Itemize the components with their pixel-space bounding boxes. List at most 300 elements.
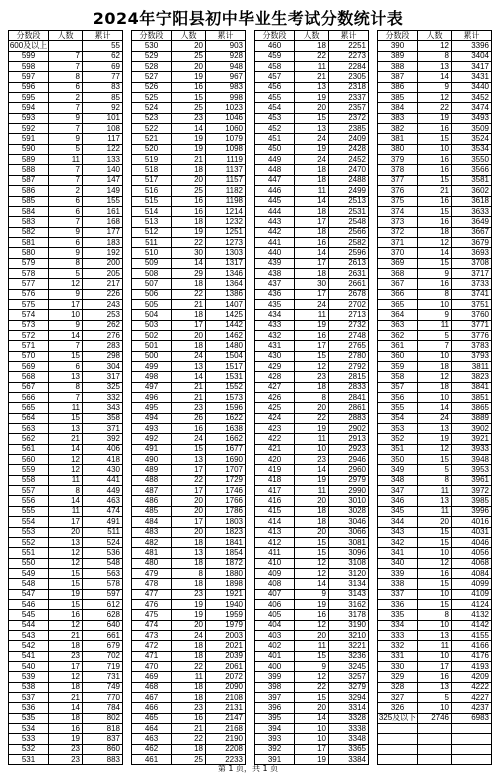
score-segment-cell: 481 — [132, 548, 172, 558]
cumulative-cell: 140 — [83, 165, 123, 175]
table-row — [255, 558, 369, 568]
count-cell: 8 — [49, 486, 83, 496]
table-header-row — [9, 31, 123, 41]
count-cell: 19 — [172, 227, 206, 237]
table-row — [9, 455, 123, 465]
cumulative-cell: 1517 — [206, 362, 246, 372]
cumulative-cell: 2409 — [329, 134, 369, 144]
score-segment-cell: 384 — [378, 103, 418, 113]
score-segment-cell: 582 — [9, 227, 49, 237]
score-segment-cell: 525 — [132, 93, 172, 103]
cumulative-cell: 4031 — [452, 527, 492, 537]
count-cell: 16 — [172, 713, 206, 723]
cumulative-cell: 62 — [83, 51, 123, 61]
table-row — [132, 744, 246, 754]
cumulative-cell: 928 — [206, 51, 246, 61]
score-segment-cell: 452 — [255, 124, 295, 134]
count-cell — [49, 41, 83, 51]
score-segment-cell: 325及以下 — [378, 713, 417, 723]
count-cell: 18 — [172, 744, 206, 754]
count-cell: 18 — [295, 206, 329, 216]
count-cell: 10 — [418, 299, 452, 309]
table-row — [378, 196, 492, 206]
count-cell: 18 — [49, 682, 83, 692]
table-row — [378, 382, 492, 392]
cumulative-cell: 536 — [83, 548, 123, 558]
score-segment-cell: 378 — [378, 165, 418, 175]
score-segment-cell: 387 — [378, 72, 418, 82]
table-row — [378, 672, 492, 682]
score-segment-cell: 418 — [255, 475, 295, 485]
table-row — [255, 620, 369, 630]
header-seg: 分数段 — [132, 31, 172, 41]
count-cell: 18 — [49, 713, 83, 723]
score-segment-cell: 434 — [255, 310, 295, 320]
score-segment-cell: 543 — [9, 630, 49, 640]
cumulative-cell: 563 — [83, 568, 123, 578]
score-segment-cell: 352 — [378, 434, 418, 444]
count-cell: 21 — [49, 630, 83, 640]
count-cell: 15 — [172, 444, 206, 454]
cumulative-cell: 1023 — [206, 103, 246, 113]
header-cum: 累计 — [452, 31, 492, 41]
cumulative-cell: 749 — [83, 682, 123, 692]
cumulative-cell: 3396 — [452, 41, 492, 51]
score-segment-cell: 530 — [132, 41, 172, 51]
score-segment-cell: 555 — [9, 506, 49, 516]
header-cum: 累计 — [329, 31, 369, 41]
count-cell: 13 — [172, 455, 206, 465]
score-segment-cell: 518 — [132, 165, 172, 175]
score-segment-cell: 465 — [132, 713, 172, 723]
table-row — [255, 651, 369, 661]
table-row — [9, 51, 123, 61]
table-row — [378, 289, 492, 299]
cumulative-cell: 4016 — [452, 517, 492, 527]
table-row — [378, 434, 492, 444]
table-row — [255, 258, 369, 268]
table-row — [255, 724, 369, 734]
count-cell: 14 — [49, 444, 83, 454]
score-segment-cell: 361 — [378, 341, 418, 351]
table-row — [9, 289, 123, 299]
score-segment-cell: 552 — [9, 537, 49, 547]
cumulative-cell: 2902 — [329, 424, 369, 434]
cumulative-cell: 2385 — [329, 124, 369, 134]
count-cell: 18 — [418, 382, 452, 392]
score-segment-cell: 399 — [255, 672, 295, 682]
count-cell: 24 — [418, 413, 452, 423]
table-row — [255, 579, 369, 589]
score-segment-cell: 467 — [132, 693, 172, 703]
score-segment-cell: 558 — [9, 475, 49, 485]
count-cell: 16 — [418, 217, 452, 227]
score-segment-cell: 375 — [378, 196, 418, 206]
header-seg: 分数段 — [9, 31, 49, 41]
count-cell: 15 — [418, 455, 452, 465]
score-segment-cell: 599 — [9, 51, 49, 61]
score-segment-cell: 590 — [9, 144, 49, 154]
count-cell: 14 — [295, 713, 329, 723]
table-row — [255, 289, 369, 299]
score-segment-cell: 576 — [9, 289, 49, 299]
table-row — [255, 475, 369, 485]
cumulative-cell: 3384 — [329, 755, 369, 765]
cumulative-cell: 226 — [83, 289, 123, 299]
table-row — [132, 455, 246, 465]
cumulative-cell: 1079 — [206, 134, 246, 144]
score-segment-cell: 477 — [132, 589, 172, 599]
cumulative-cell: 371 — [83, 424, 123, 434]
table-row — [378, 713, 492, 723]
count-cell: 16 — [295, 330, 329, 340]
score-segment-cell: 537 — [9, 693, 49, 703]
cumulative-cell: 3190 — [329, 620, 369, 630]
cumulative-cell — [452, 724, 492, 734]
count-cell: 24 — [172, 630, 206, 640]
cumulative-cell: 2190 — [206, 734, 246, 744]
score-segment-cell: 422 — [255, 434, 295, 444]
cumulative-cell: 883 — [83, 755, 123, 765]
cumulative-cell: 1273 — [206, 237, 246, 247]
table-row — [9, 103, 123, 113]
table-row — [132, 641, 246, 651]
score-segment-cell: 411 — [255, 548, 295, 558]
count-cell: 12 — [418, 444, 452, 454]
count-cell: 21 — [49, 693, 83, 703]
count-cell: 12 — [49, 558, 83, 568]
cumulative-cell: 3120 — [329, 568, 369, 578]
table-row — [9, 713, 123, 723]
table-row — [9, 475, 123, 485]
count-cell: 6 — [49, 196, 83, 206]
cumulative-cell: 2748 — [329, 330, 369, 340]
score-segment-cell: 431 — [255, 341, 295, 351]
score-segment-cell: 529 — [132, 51, 172, 61]
table-row — [378, 51, 492, 61]
table-row — [132, 351, 246, 361]
score-segment-cell: 376 — [378, 186, 418, 196]
count-cell: 14 — [295, 465, 329, 475]
count-cell: 8 — [49, 72, 83, 82]
table-row — [9, 558, 123, 568]
count-cell: 19 — [295, 424, 329, 434]
table-row — [132, 103, 246, 113]
table-row — [255, 62, 369, 72]
score-segment-cell: 566 — [9, 393, 49, 403]
score-segment-cell: 333 — [378, 630, 418, 640]
table-row — [9, 599, 123, 609]
count-cell: 6 — [49, 206, 83, 216]
table-row — [132, 217, 246, 227]
score-segment-cell: 513 — [132, 217, 172, 227]
table-row — [9, 155, 123, 165]
score-segment-cell: 369 — [378, 258, 418, 268]
cumulative-cell: 2168 — [206, 724, 246, 734]
cumulative-cell: 998 — [206, 93, 246, 103]
count-cell: 20 — [172, 496, 206, 506]
score-segment-cell: 349 — [378, 465, 418, 475]
table-row — [132, 82, 246, 92]
cumulative-cell: 731 — [83, 672, 123, 682]
score-segment-cell: 455 — [255, 93, 295, 103]
table-row — [378, 517, 492, 527]
count-cell: 7 — [49, 217, 83, 227]
score-segment-cell: 557 — [9, 486, 49, 496]
score-segment-cell: 497 — [132, 382, 172, 392]
table-row — [9, 444, 123, 454]
cumulative-cell: 2713 — [329, 310, 369, 320]
score-segment-cell: 366 — [378, 289, 418, 299]
count-cell: 20 — [295, 527, 329, 537]
count-cell: 23 — [295, 372, 329, 382]
table-row — [9, 237, 123, 247]
table-row — [378, 486, 492, 496]
count-cell: 14 — [418, 248, 452, 258]
cumulative-cell: 4046 — [452, 537, 492, 547]
count-cell: 11 — [418, 506, 452, 516]
score-segment-cell: 403 — [255, 630, 295, 640]
table-row — [132, 444, 246, 454]
table-row — [378, 186, 492, 196]
table-row — [132, 610, 246, 620]
table-row — [255, 537, 369, 547]
count-cell: 19 — [49, 589, 83, 599]
table-row — [255, 206, 369, 216]
cumulative-cell: 3649 — [452, 217, 492, 227]
table-row — [9, 496, 123, 506]
cumulative-cell: 2979 — [329, 475, 369, 485]
score-segment-cell: 556 — [9, 496, 49, 506]
score-segment-cell: 474 — [132, 620, 172, 630]
table-row — [9, 217, 123, 227]
cumulative-cell: 2072 — [206, 672, 246, 682]
count-cell: 13 — [418, 682, 452, 692]
cumulative-cell: 2039 — [206, 651, 246, 661]
count-cell: 14 — [418, 72, 452, 82]
cumulative-cell: 1303 — [206, 248, 246, 258]
table-row — [255, 734, 369, 744]
score-segment-cell: 439 — [255, 258, 295, 268]
table-row — [132, 486, 246, 496]
count-cell: 23 — [172, 703, 206, 713]
count-cell: 10 — [295, 444, 329, 454]
score-segment-cell: 347 — [378, 486, 418, 496]
table-row — [132, 724, 246, 734]
score-segment-cell: 446 — [255, 186, 295, 196]
count-cell: 16 — [418, 279, 452, 289]
count-cell: 9 — [49, 113, 83, 123]
count-cell: 9 — [418, 310, 452, 320]
score-segment-cell: 340 — [378, 558, 418, 568]
score-segment-cell: 531 — [9, 755, 49, 765]
score-segment-cell: 367 — [378, 279, 418, 289]
table-row — [255, 403, 369, 413]
count-cell: 17 — [418, 661, 452, 671]
table-row — [132, 527, 246, 537]
score-segment-cell: 595 — [9, 93, 49, 103]
cumulative-cell: 1662 — [206, 434, 246, 444]
table-row — [132, 403, 246, 413]
score-segment-cell: 448 — [255, 165, 295, 175]
count-cell: 10 — [418, 144, 452, 154]
score-segment-cell: 568 — [9, 372, 49, 382]
count-cell — [418, 734, 452, 744]
count-cell: 23 — [172, 113, 206, 123]
table-row — [255, 382, 369, 392]
count-cell: 24 — [295, 155, 329, 165]
header-count: 人数 — [418, 31, 452, 41]
cumulative-cell: 1182 — [206, 186, 246, 196]
score-table-3 — [254, 30, 369, 765]
count-cell: 11 — [49, 475, 83, 485]
score-segment-cell: 371 — [378, 237, 418, 247]
table-row — [9, 186, 123, 196]
cumulative-cell: 2990 — [329, 486, 369, 496]
score-segment-cell: 521 — [132, 134, 172, 144]
cumulative-cell: 1060 — [206, 124, 246, 134]
score-segment-cell: 336 — [378, 599, 418, 609]
table-row — [378, 72, 492, 82]
table-row — [378, 403, 492, 413]
cumulative-cell: 1872 — [206, 558, 246, 568]
table-row — [255, 548, 369, 558]
count-cell: 17 — [49, 299, 83, 309]
count-cell: 23 — [172, 589, 206, 599]
cumulative-cell: 3581 — [452, 175, 492, 185]
count-cell: 20 — [172, 41, 206, 51]
count-cell: 11 — [49, 155, 83, 165]
cumulative-cell: 418 — [83, 455, 123, 465]
cumulative-cell: 1940 — [206, 599, 246, 609]
cumulative-cell: 2499 — [329, 186, 369, 196]
score-segment-cell: 362 — [378, 330, 418, 340]
score-segment-cell: 380 — [378, 144, 418, 154]
table-row — [132, 175, 246, 185]
score-segment-cell: 573 — [9, 320, 49, 330]
count-cell: 23 — [172, 403, 206, 413]
cumulative-cell: 3948 — [452, 455, 492, 465]
table-row — [378, 124, 492, 134]
table-row — [378, 661, 492, 671]
score-segment-cell: 329 — [378, 672, 418, 682]
score-segment-cell: 486 — [132, 496, 172, 506]
count-cell: 14 — [295, 248, 329, 258]
cumulative-cell: 325 — [83, 382, 123, 392]
cumulative-cell: 4227 — [452, 693, 492, 703]
cumulative-cell: 3245 — [329, 661, 369, 671]
score-segment-cell: 597 — [9, 72, 49, 82]
table-row — [132, 41, 246, 51]
score-segment-cell: 404 — [255, 620, 295, 630]
cumulative-cell: 612 — [83, 599, 123, 609]
count-cell: 9 — [418, 268, 452, 278]
score-segment-cell: 392 — [255, 744, 295, 754]
score-segment-cell: 454 — [255, 103, 295, 113]
cumulative-cell: 3081 — [329, 537, 369, 547]
table-row — [9, 693, 123, 703]
cumulative-cell: 117 — [83, 134, 123, 144]
count-cell: 16 — [418, 672, 452, 682]
cumulative-cell: 298 — [83, 351, 123, 361]
table-row — [255, 641, 369, 651]
score-segment-cell: 534 — [9, 724, 49, 734]
score-segment-cell: 355 — [378, 403, 418, 413]
cumulative-cell: 2372 — [329, 113, 369, 123]
cumulative-cell: 149 — [83, 186, 123, 196]
score-table-2 — [131, 30, 246, 765]
cumulative-cell: 317 — [83, 372, 123, 382]
table-row — [255, 227, 369, 237]
cumulative-cell: 1425 — [206, 310, 246, 320]
table-row — [378, 506, 492, 516]
cumulative-cell: 2284 — [329, 62, 369, 72]
table-row — [255, 693, 369, 703]
score-segment-cell: 503 — [132, 320, 172, 330]
table-row — [9, 517, 123, 527]
table-row — [378, 299, 492, 309]
count-cell: 13 — [172, 548, 206, 558]
table-row — [132, 279, 246, 289]
table-row — [378, 496, 492, 506]
score-segment-cell: 447 — [255, 175, 295, 185]
score-segment-cell: 430 — [255, 351, 295, 361]
score-segment-cell: 348 — [378, 475, 418, 485]
table-header-row — [378, 31, 492, 41]
table-row — [255, 506, 369, 516]
count-cell: 21 — [172, 724, 206, 734]
count-cell: 13 — [49, 424, 83, 434]
header-count: 人数 — [172, 31, 206, 41]
cumulative-cell: 4166 — [452, 641, 492, 651]
cumulative-cell: 3776 — [452, 330, 492, 340]
cumulative-cell: 2131 — [206, 703, 246, 713]
count-cell: 11 — [295, 186, 329, 196]
score-segment-cell: 574 — [9, 310, 49, 320]
table-row — [378, 82, 492, 92]
count-cell: 10 — [418, 548, 452, 558]
count-cell: 20 — [295, 703, 329, 713]
table-row — [132, 693, 246, 703]
table-row — [378, 537, 492, 547]
cumulative-cell: 1841 — [206, 537, 246, 547]
cumulative-cell: 3010 — [329, 496, 369, 506]
table-row — [378, 310, 492, 320]
table-row — [9, 41, 123, 51]
table-row — [9, 82, 123, 92]
count-cell: 21 — [49, 434, 83, 444]
score-segment-cell: 549 — [9, 568, 49, 578]
cumulative-cell: 2861 — [329, 403, 369, 413]
cumulative-cell: 108 — [83, 124, 123, 134]
count-cell: 13 — [295, 82, 329, 92]
score-segment-cell: 483 — [132, 527, 172, 537]
table-row — [378, 568, 492, 578]
score-segment-cell: 342 — [378, 537, 418, 547]
score-segment-cell: 417 — [255, 486, 295, 496]
count-cell: 13 — [418, 496, 452, 506]
table-row — [255, 310, 369, 320]
count-cell: 9 — [49, 320, 83, 330]
table-row — [255, 51, 369, 61]
table-header-row — [132, 31, 246, 41]
count-cell: 19 — [295, 599, 329, 609]
count-cell: 10 — [418, 703, 452, 713]
table-row — [255, 196, 369, 206]
count-cell: 18 — [295, 165, 329, 175]
count-cell: 20 — [172, 506, 206, 516]
table-row — [378, 279, 492, 289]
